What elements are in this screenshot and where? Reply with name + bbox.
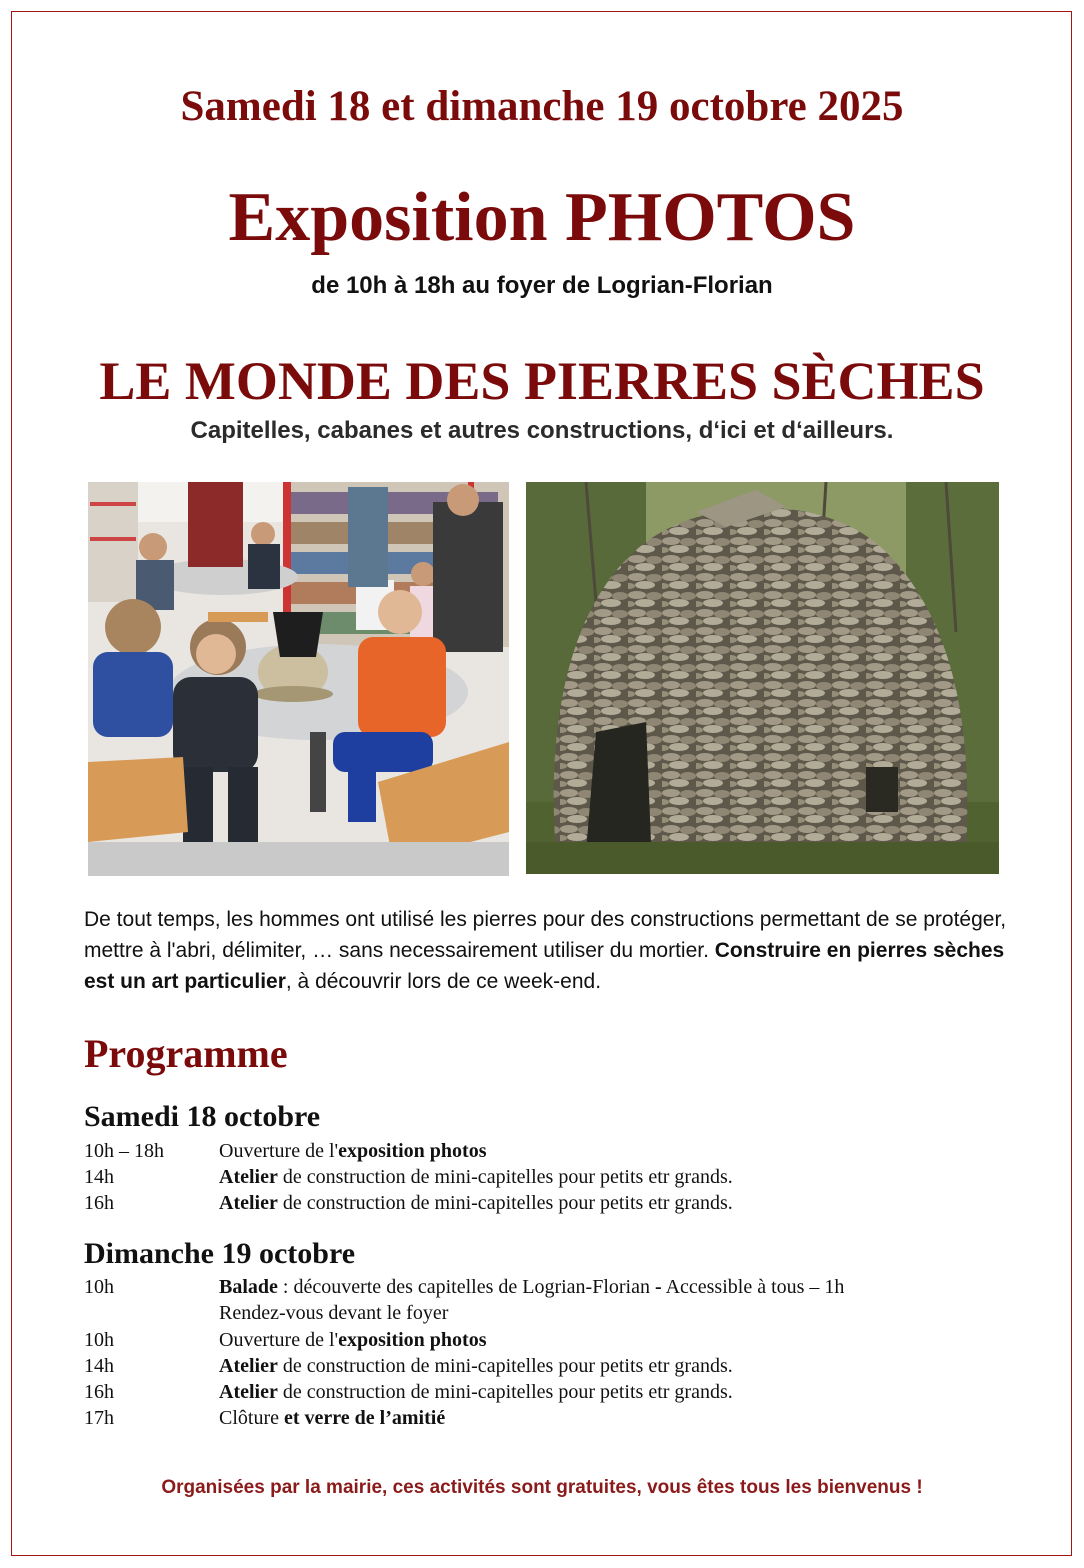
saturday-title: Samedi 18 octobre bbox=[84, 1100, 321, 1133]
schedule-description: Atelier de construction de mini-capitelles pour petits etr grands. bbox=[219, 1381, 733, 1403]
intro-text-1: De tout temps, les hommes ont utilisé les pierres pour des constructions permettant de se protéger, mettre à l'abri, délimiter, … sans necessairement utiliser du mortier. bbox=[84, 908, 1007, 962]
schedule-description: Ouverture de l'exposition photos bbox=[219, 1140, 487, 1162]
event-hours-location: de 10h à 18h au foyer de Logrian-Florian bbox=[311, 272, 773, 299]
intro-text-bold: Construire en pierres sèches est un art particulier bbox=[84, 939, 1005, 993]
schedule-description: Atelier de construction de mini-capitelles pour petits etr grands. bbox=[219, 1192, 733, 1214]
page-title: Exposition PHOTOS bbox=[228, 179, 856, 256]
schedule-row bbox=[84, 1379, 984, 1405]
schedule-time: 10h bbox=[84, 1276, 114, 1298]
schedule-time: 10h – 18h bbox=[84, 1140, 164, 1162]
schedule-row bbox=[84, 1190, 984, 1216]
schedule-time: 17h bbox=[84, 1407, 114, 1429]
theme-title: LE MONDE DES PIERRES SÈCHES bbox=[99, 351, 985, 411]
schedule-row bbox=[84, 1405, 984, 1431]
schedule-row bbox=[84, 1164, 984, 1190]
program-title: Programme bbox=[84, 1031, 288, 1076]
schedule-row-balade bbox=[84, 1274, 984, 1326]
schedule-description-line2: Rendez-vous devant le foyer bbox=[219, 1302, 449, 1324]
schedule-description: Ouverture de l'exposition photos bbox=[219, 1329, 487, 1351]
sunday-title: Dimanche 19 octobre bbox=[84, 1237, 356, 1270]
schedule-row bbox=[84, 1327, 984, 1353]
schedule-time: 16h bbox=[84, 1381, 114, 1403]
schedule-row bbox=[84, 1353, 984, 1379]
schedule-time: 16h bbox=[84, 1192, 114, 1214]
theme-subtitle: Capitelles, cabanes et autres constructions, d‘ici et d‘ailleurs. bbox=[190, 417, 894, 444]
schedule-description: Atelier de construction de mini-capitelles pour petits etr grands. bbox=[219, 1166, 733, 1188]
workshop-photo bbox=[88, 482, 509, 876]
schedule-description: Balade : découverte des capitelles de Logrian-Florian - Accessible à tous – 1h bbox=[219, 1276, 845, 1298]
schedule-time: 10h bbox=[84, 1329, 114, 1351]
footer-note: Organisées par la mairie, ces activités sont gratuites, vous êtes tous les bienvenus ! bbox=[161, 1477, 923, 1498]
schedule-description: Clôture et verre de l’amitié bbox=[219, 1407, 446, 1429]
intro-text-2: , à découvrir lors de ce week-end. bbox=[285, 970, 602, 993]
intro-paragraph bbox=[84, 904, 1009, 997]
event-date: Samedi 18 et dimanche 19 octobre 2025 bbox=[180, 83, 904, 130]
capitelle-photo bbox=[526, 482, 999, 874]
schedule-description: Atelier de construction de mini-capitelles pour petits etr grands. bbox=[219, 1355, 733, 1377]
schedule-row bbox=[84, 1138, 984, 1164]
schedule-time: 14h bbox=[84, 1355, 114, 1377]
schedule-time: 14h bbox=[84, 1166, 114, 1188]
